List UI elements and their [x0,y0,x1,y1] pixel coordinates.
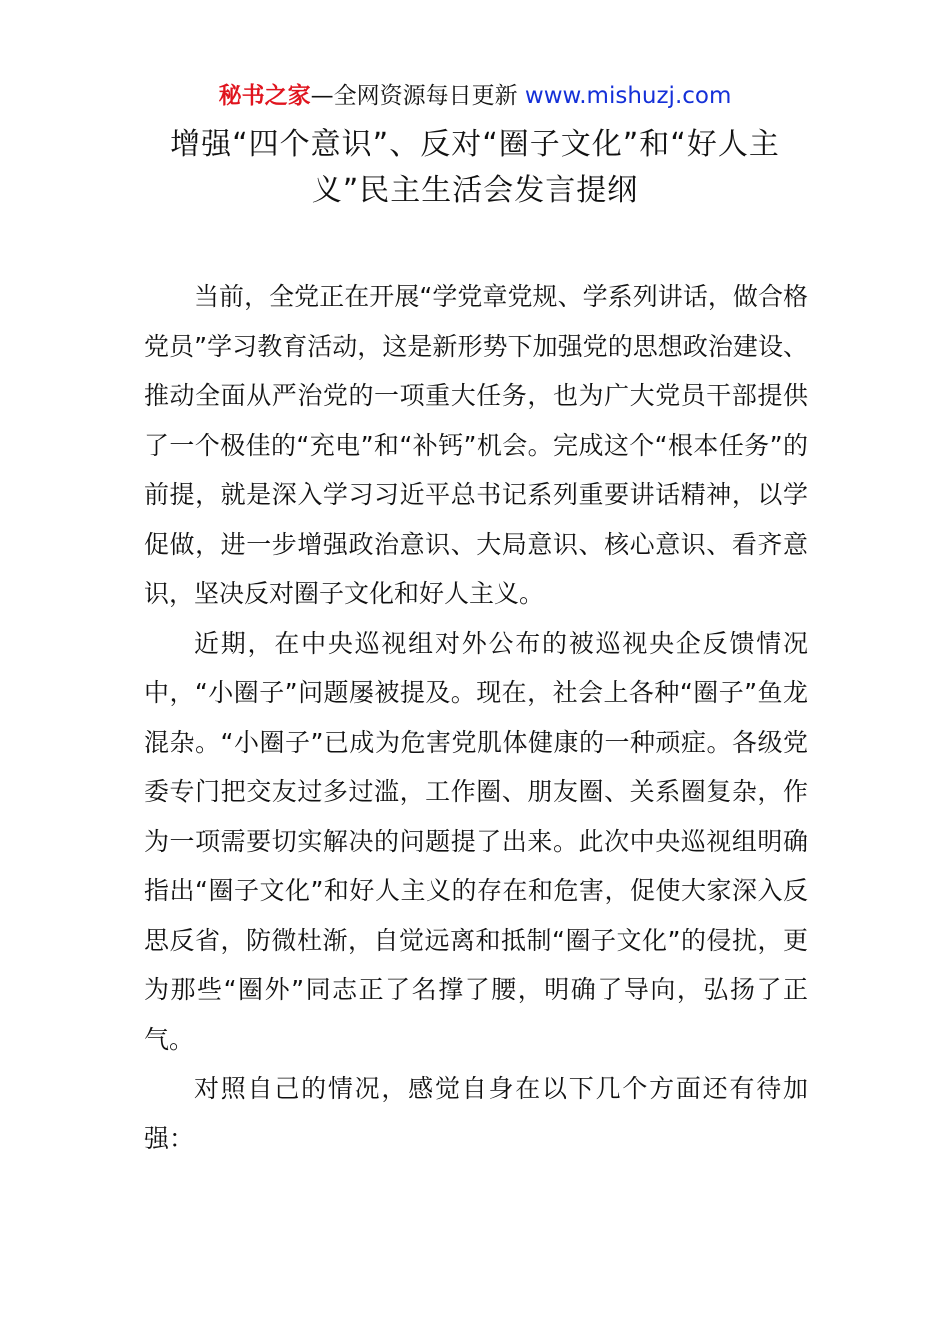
paragraph: 近期，在中央巡视组对外公布的被巡视央企反馈情况中，“小圈子”问题屡被提及。现在，社会上各种“圈子”鱼龙混杂。“小圈子”已成为危害党肌体健康的一种顽症。各级党委专门把交友过多过滥，工作圈、朋友圈、关系圈复杂，作为一项需要切实解决的问题提了出来。此次中央巡视组明确指出“圈子文化”和好人主义的存在和危害，促使大家深入反思反省，防微杜渐，自觉远离和抵制“圈子文化”的侵扰，更为那些“圈外”同志正了名撑了腰，明确了导向，弘扬了正气。 [144,628,808,1054]
paragraph: 当前，全党正在开展“学党章党规、学系列讲话，做合格党员”学习教育活动，这是新形势下加强党的思想政治建设、推动全面从严治党的一项重大任务，也为广大党员干部提供了一个极佳的“充电”和“补钙”机会。完成这个“根本任务”的前提，就是深入学习习近平总书记系列重要讲话精神，以学促做，进一步增强政治意识、大局意识、核心意识、看齐意识，坚决反对圈子文化和好人主义。 [144,282,808,608]
paragraph: 对照自己的情况，感觉自身在以下几个方面还有待加强： [144,1074,808,1153]
site-url[interactable]: www.mishuzj.com [524,83,732,109]
document-title: 增强“四个意识”、反对“圈子文化”和“好人主义”民主生活会发言提纲 [170,127,780,208]
document-body [144,272,808,1163]
site-header [0,80,950,112]
site-tagline: —全网资源每日更新 [310,83,525,109]
site-brand: 秘书之家 [218,83,311,109]
